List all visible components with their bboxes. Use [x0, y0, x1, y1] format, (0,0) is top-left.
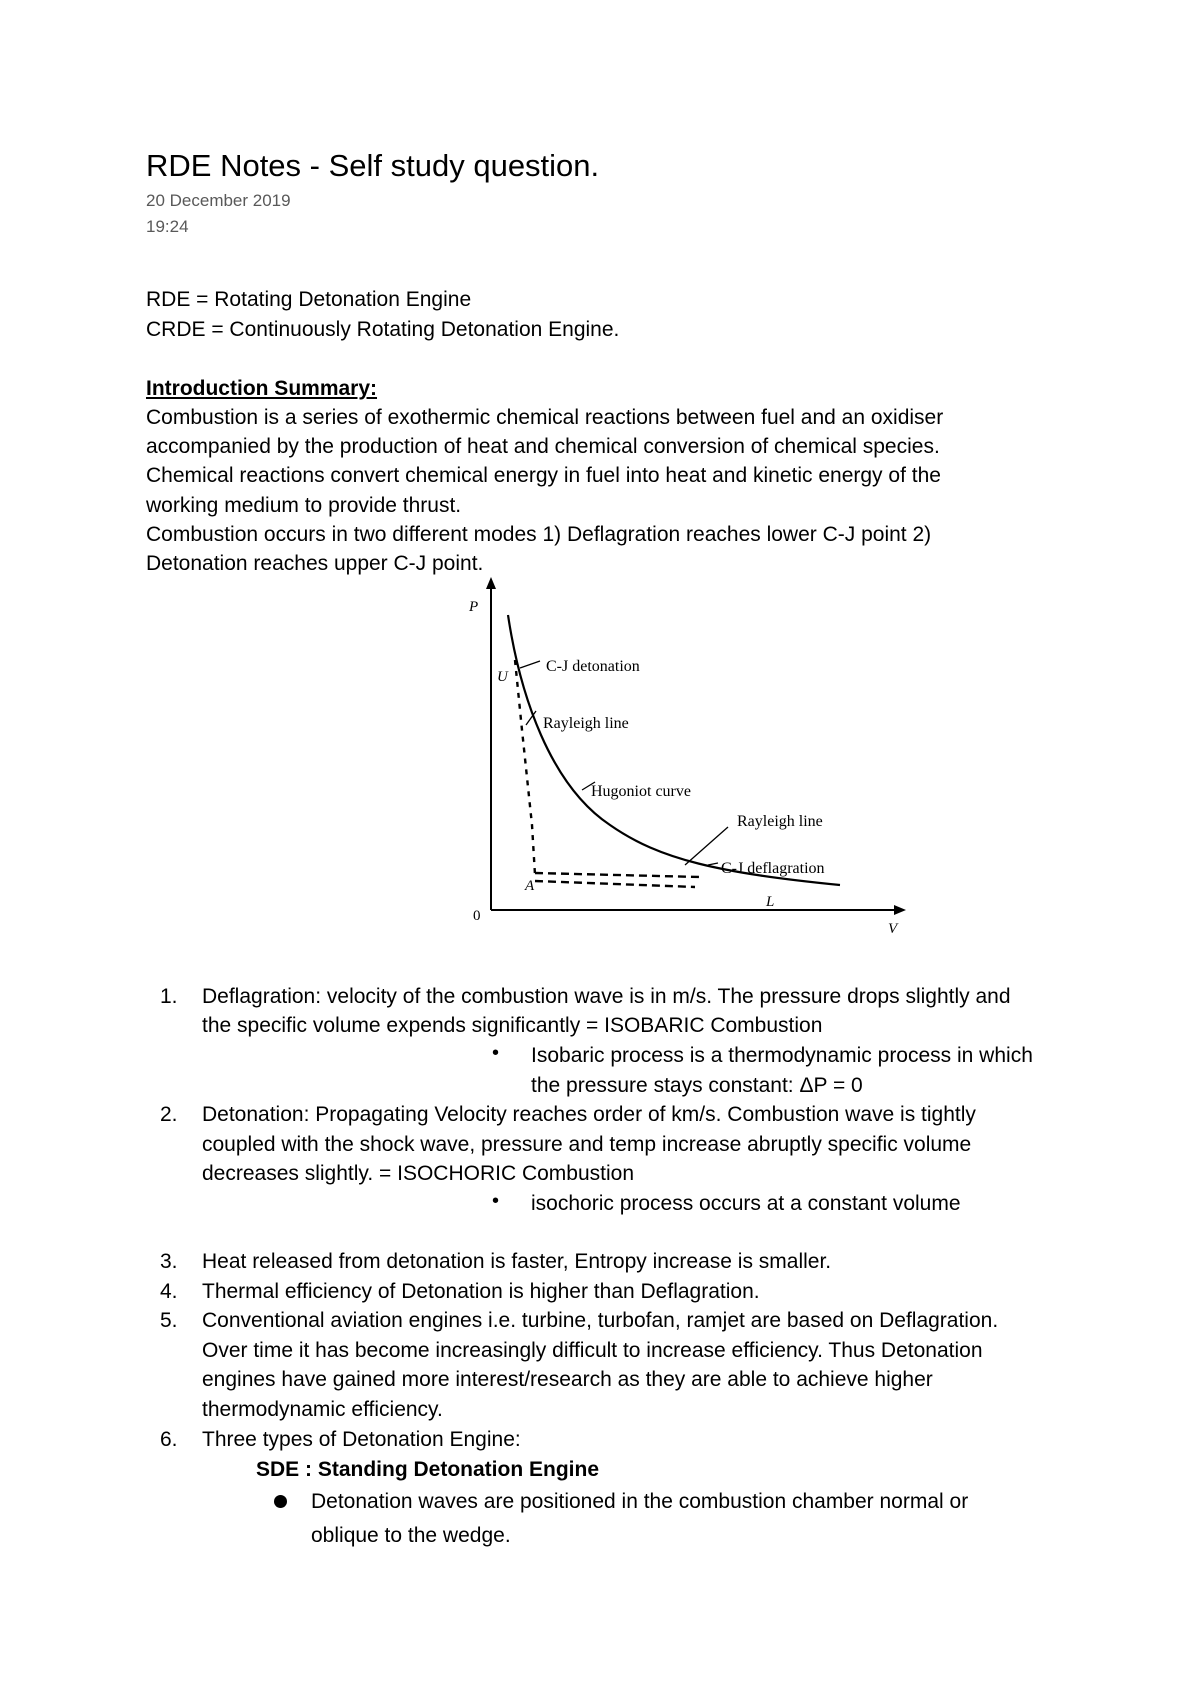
intro-line: Combustion occurs in two different modes 1) Deflagration reaches lower C-J point 2) — [146, 523, 932, 546]
origin-label: 0 — [473, 908, 481, 924]
rayleigh-line-deflagration — [535, 873, 700, 877]
bullet-text: Isobaric process is a thermodynamic process in which — [531, 1044, 1033, 1067]
intro-line: Detonation reaches upper C-J point. — [146, 552, 484, 575]
cj-detonation-label: C-J detonation — [546, 658, 640, 675]
intro-line: accompanied by the production of heat and chemical conversion of chemical species. — [146, 435, 940, 458]
rayleigh-line-label: Rayleigh line — [737, 813, 823, 830]
definition-rde: RDE = Rotating Detonation Engine — [146, 288, 472, 311]
list-item-text: Thermal efficiency of Detonation is higher than Deflagration. — [202, 1280, 760, 1303]
list-number: 2. — [160, 1103, 178, 1126]
list-item-text: Over time it has become increasingly difficult to increase efficiency. Thus Detonation — [202, 1339, 983, 1362]
intro-line: Combustion is a series of exothermic chemical reactions between fuel and an oxidiser — [146, 406, 944, 429]
p-axis-arrow-icon — [486, 577, 496, 589]
list-number: 1. — [160, 985, 178, 1008]
list-item-text: Deflagration: velocity of the combustion wave is in m/s. The pressure drops slightly and — [202, 985, 1011, 1008]
pv-diagram-figure — [460, 575, 920, 940]
list-number: 4. — [160, 1280, 178, 1303]
point-u-label: U — [497, 669, 508, 685]
bullet-text: isochoric process occurs at a constant volume — [531, 1192, 961, 1215]
list-number: 3. — [160, 1250, 178, 1273]
definition-crde: CRDE = Continuously Rotating Detonation Engine. — [146, 318, 620, 341]
list-item-text: Detonation: Propagating Velocity reaches order of km/s. Combustion wave is tightly — [202, 1103, 976, 1126]
v-axis-arrow-icon — [894, 905, 906, 915]
page-title: RDE Notes - Self study question. — [146, 148, 600, 183]
list-item-text: Conventional aviation engines i.e. turbine, turbofan, ramjet are based on Deflagration. — [202, 1309, 999, 1332]
rayleigh-line-deflagration-lower — [535, 881, 695, 887]
bullet-text: oblique to the wedge. — [311, 1524, 511, 1547]
intro-line: Chemical reactions convert chemical energy in fuel into heat and kinetic energy of the — [146, 464, 941, 487]
bullet-icon: • — [492, 1190, 500, 1212]
axis-v-label: V — [888, 921, 898, 937]
cj-detonation-leader — [520, 661, 540, 668]
note-date: 20 December 2019 — [146, 191, 291, 210]
axis-p-label: P — [469, 599, 479, 615]
note-time: 19:24 — [146, 217, 189, 236]
list-item-text: thermodynamic efficiency. — [202, 1398, 443, 1421]
bullet-icon: • — [492, 1042, 500, 1064]
list-item-text: Heat released from detonation is faster, Entropy increase is smaller. — [202, 1250, 832, 1273]
list-item-text: engines have gained more interest/research as they are able to achieve higher — [202, 1368, 933, 1391]
hugoniot-curve-label: Hugoniot curve — [591, 783, 691, 800]
bullet-text: the pressure stays constant: ΔP = 0 — [531, 1074, 863, 1097]
list-number: 5. — [160, 1309, 178, 1332]
list-number: 6. — [160, 1428, 178, 1451]
list-item-text: Three types of Detonation Engine: — [202, 1428, 521, 1451]
intro-line: working medium to provide thrust. — [146, 494, 462, 517]
list-item-text: coupled with the shock wave, pressure and temp increase abruptly specific volume — [202, 1133, 972, 1156]
point-l-label: L — [766, 894, 775, 910]
cj-deflagration-leader — [708, 863, 718, 865]
bullet-icon — [274, 1495, 287, 1508]
sde-heading: SDE : Standing Detonation Engine — [256, 1458, 599, 1481]
list-item-text: the specific volume expends significantly = ISOBARIC Combustion — [202, 1014, 823, 1037]
rayleigh-line-label: Rayleigh line — [543, 715, 629, 732]
intro-heading: Introduction Summary: — [146, 377, 378, 400]
hugoniot-curve — [508, 615, 840, 885]
bullet-text: Detonation waves are positioned in the combustion chamber normal or — [311, 1490, 969, 1513]
list-item-text: decreases slightly. = ISOCHORIC Combustion — [202, 1162, 635, 1185]
cj-deflagration-label: C-J deflagration — [721, 860, 825, 877]
point-a-label: A — [525, 878, 535, 894]
